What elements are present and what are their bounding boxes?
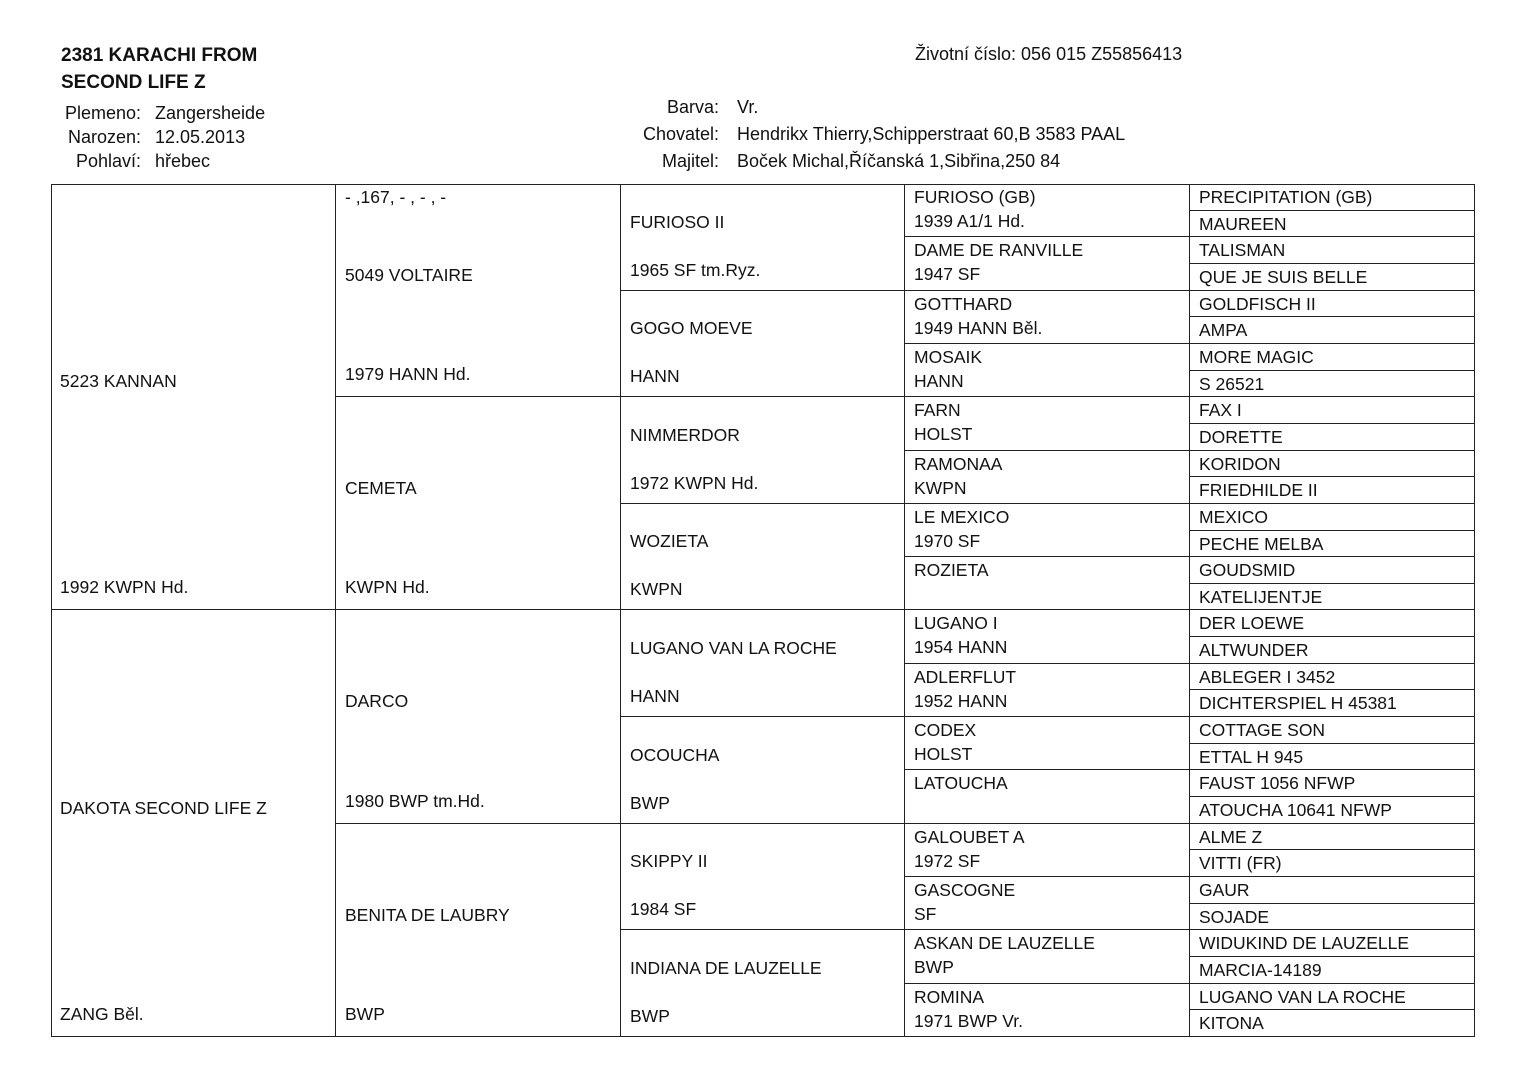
owner-label: Majitel: bbox=[661, 151, 719, 171]
birth-date-value: 12.05.2013 bbox=[155, 127, 246, 147]
birth-date-label: Narozen: bbox=[67, 127, 141, 147]
generation-4-cell bbox=[905, 397, 1190, 451]
ancestor-name: LATOUCHA bbox=[914, 773, 1008, 793]
ancestor-name: GOUDSMID bbox=[1199, 560, 1296, 580]
generation-3-cell bbox=[621, 717, 905, 824]
ancestor-name: DICHTERSPIEL H 45381 bbox=[1199, 693, 1397, 713]
generation-2-cell bbox=[336, 824, 621, 1037]
ancestor-info: HOLST bbox=[914, 744, 973, 764]
generation-4-cell bbox=[905, 344, 1190, 397]
ancestor-info: 1970 SF bbox=[914, 531, 981, 551]
life-number: Životní číslo: 056 015 Z55856413 bbox=[915, 44, 1183, 64]
ancestor-name: CODEX bbox=[914, 720, 977, 740]
generation-5-cell bbox=[1190, 264, 1475, 291]
ancestor-name: DORETTE bbox=[1199, 427, 1283, 447]
ancestor-name: DER LOEWE bbox=[1199, 613, 1305, 633]
horse-title-line1: 2381 KARACHI FROM bbox=[61, 45, 258, 66]
ancestor-name: MARCIA-14189 bbox=[1199, 960, 1322, 980]
color-label: Barva: bbox=[666, 97, 719, 117]
ancestor-name: MOSAIK bbox=[914, 347, 983, 367]
generation-1-cell bbox=[51, 184, 336, 610]
ancestor-name: 5049 VOLTAIRE bbox=[345, 265, 473, 285]
generation-5-cell bbox=[1190, 424, 1475, 451]
generation-5-cell bbox=[1190, 744, 1475, 770]
generation-4-cell bbox=[905, 664, 1190, 717]
ancestor-info: 1984 SF bbox=[630, 899, 697, 919]
ancestor-name: SOJADE bbox=[1199, 907, 1270, 927]
generation-5-cell bbox=[1190, 850, 1475, 877]
breeder-value: Hendrikx Thierry,Schipperstraat 60,B 3583 PAAL bbox=[737, 124, 1126, 144]
ancestor-name: GOLDFISCH II bbox=[1199, 294, 1316, 314]
ancestor-name: KITONA bbox=[1199, 1013, 1264, 1033]
generation-5-cell bbox=[1190, 930, 1475, 957]
ancestor-info: 1947 SF bbox=[914, 264, 981, 284]
generation-4-cell bbox=[905, 504, 1190, 557]
generation-4-cell bbox=[905, 451, 1190, 504]
ancestor-name: WOZIETA bbox=[630, 531, 709, 551]
owner-value: Boček Michal,Říčanská 1,Sibřina,250 84 bbox=[737, 151, 1061, 171]
ancestor-name: MORE MAGIC bbox=[1199, 347, 1314, 367]
generation-5-cell bbox=[1190, 904, 1475, 930]
generation-5-cell bbox=[1190, 957, 1475, 984]
generation-3-cell bbox=[621, 824, 905, 930]
generation-4-cell bbox=[905, 184, 1190, 237]
ancestor-name: FURIOSO (GB) bbox=[914, 187, 1036, 207]
generation-4-cell bbox=[905, 930, 1190, 984]
ancestor-name: SKIPPY II bbox=[630, 851, 708, 871]
generation-4-cell bbox=[905, 717, 1190, 770]
generation-5-cell bbox=[1190, 184, 1475, 211]
ancestor-name: LE MEXICO bbox=[914, 507, 1010, 527]
horse-title-line2: SECOND LIFE Z bbox=[61, 72, 206, 93]
ancestor-info: 1992 KWPN Hd. bbox=[60, 577, 189, 597]
ancestor-name: CEMETA bbox=[345, 478, 417, 498]
ancestor-name: BENITA DE LAUBRY bbox=[345, 905, 510, 925]
ancestor-name: OCOUCHA bbox=[630, 745, 720, 765]
ancestor-name: ABLEGER I 3452 bbox=[1199, 667, 1336, 687]
generation-4-cell bbox=[905, 984, 1190, 1037]
ancestor-name: TALISMAN bbox=[1199, 240, 1286, 260]
ancestor-codes: - ,167, - , - , - bbox=[345, 187, 447, 207]
ancestor-name: FAX I bbox=[1199, 400, 1242, 420]
color-value: Vr. bbox=[737, 97, 759, 117]
ancestor-name: GAUR bbox=[1199, 880, 1250, 900]
ancestor-name: GOGO MOEVE bbox=[630, 318, 753, 338]
generation-5-cell bbox=[1190, 237, 1475, 264]
generation-5-cell bbox=[1190, 877, 1475, 904]
breed-label: Plemeno: bbox=[64, 103, 141, 123]
ancestor-info: 1952 HANN bbox=[914, 691, 1008, 711]
ancestor-info: SF bbox=[914, 904, 937, 924]
ancestor-name: LUGANO VAN LA ROCHE bbox=[1199, 987, 1406, 1007]
generation-2-cell bbox=[336, 397, 621, 610]
generation-2-cell bbox=[336, 184, 621, 397]
ancestor-name: ALME Z bbox=[1199, 827, 1263, 847]
ancestor-name: MAUREEN bbox=[1199, 214, 1287, 234]
ancestor-info: BWP bbox=[630, 1006, 670, 1026]
ancestor-name: MEXICO bbox=[1199, 507, 1269, 527]
generation-5-cell bbox=[1190, 1010, 1475, 1037]
ancestor-info: KWPN Hd. bbox=[345, 577, 430, 597]
generation-5-cell bbox=[1190, 690, 1475, 717]
ancestor-info: ZANG Běl. bbox=[60, 1004, 144, 1024]
ancestor-name: LUGANO VAN LA ROCHE bbox=[630, 638, 837, 658]
generation-2-cell bbox=[336, 610, 621, 824]
ancestor-name: GOTTHARD bbox=[914, 294, 1013, 314]
ancestor-info: BWP bbox=[345, 1004, 385, 1024]
ancestor-info: 1979 HANN Hd. bbox=[345, 364, 471, 384]
ancestor-name: ADLERFLUT bbox=[914, 667, 1017, 687]
ancestor-name: FURIOSO II bbox=[630, 212, 725, 232]
generation-5-cell bbox=[1190, 477, 1475, 504]
ancestor-name: S 26521 bbox=[1199, 374, 1265, 394]
generation-5-cell bbox=[1190, 610, 1475, 637]
generation-5-cell bbox=[1190, 557, 1475, 584]
ancestor-info: HANN bbox=[630, 686, 680, 706]
generation-4-cell bbox=[905, 610, 1190, 664]
ancestor-info: 1971 BWP Vr. bbox=[914, 1011, 1023, 1031]
ancestor-name: LUGANO I bbox=[914, 613, 998, 633]
generation-1-cell bbox=[51, 610, 336, 1037]
generation-5-cell bbox=[1190, 531, 1475, 557]
generation-3-cell bbox=[621, 397, 905, 504]
ancestor-name: DARCO bbox=[345, 691, 409, 711]
ancestor-name: GALOUBET A bbox=[914, 827, 1025, 847]
ancestor-info: 1965 SF tm.Ryz. bbox=[630, 260, 761, 280]
ancestor-name: ETTAL H 945 bbox=[1199, 747, 1304, 767]
ancestor-name: RAMONAA bbox=[914, 454, 1003, 474]
ancestor-name: 5223 KANNAN bbox=[60, 371, 177, 391]
ancestor-name: DAME DE RANVILLE bbox=[914, 240, 1084, 260]
generation-3-cell bbox=[621, 610, 905, 717]
ancestor-name: PECHE MELBA bbox=[1199, 534, 1324, 554]
generation-3-cell bbox=[621, 291, 905, 397]
ancestor-info: BWP bbox=[630, 793, 670, 813]
generation-5-cell bbox=[1190, 770, 1475, 797]
generation-5-cell bbox=[1190, 371, 1475, 397]
ancestor-name: QUE JE SUIS BELLE bbox=[1199, 267, 1368, 287]
breeder-label: Chovatel: bbox=[642, 124, 719, 144]
breed-value: Zangersheide bbox=[155, 103, 266, 123]
ancestor-name: NIMMERDOR bbox=[630, 425, 740, 445]
ancestor-name: DAKOTA SECOND LIFE Z bbox=[60, 798, 267, 818]
ancestor-info: KWPN bbox=[914, 478, 967, 498]
generation-5-cell bbox=[1190, 797, 1475, 824]
ancestor-name: AMPA bbox=[1199, 320, 1248, 340]
ancestor-name: FARN bbox=[914, 400, 961, 420]
ancestor-name: ATOUCHA 10641 NFWP bbox=[1199, 800, 1392, 820]
generation-5-cell bbox=[1190, 344, 1475, 371]
generation-5-cell bbox=[1190, 584, 1475, 610]
sex-value: hřebec bbox=[155, 151, 211, 171]
ancestor-info: KWPN bbox=[630, 579, 683, 599]
generation-4-cell bbox=[905, 770, 1190, 824]
ancestor-name: FAUST 1056 NFWP bbox=[1199, 773, 1356, 793]
ancestor-name: PRECIPITATION (GB) bbox=[1199, 187, 1373, 207]
ancestor-info: 1939 A1/1 Hd. bbox=[914, 211, 1025, 231]
pedigree-table bbox=[51, 184, 1475, 1037]
ancestor-info: 1972 KWPN Hd. bbox=[630, 473, 759, 493]
ancestor-name: KATELIJENTJE bbox=[1199, 587, 1323, 607]
generation-5-cell bbox=[1190, 984, 1475, 1010]
ancestor-info: BWP bbox=[914, 957, 954, 977]
sex-label: Pohlaví: bbox=[75, 151, 141, 171]
ancestor-name: KORIDON bbox=[1199, 454, 1281, 474]
generation-3-cell bbox=[621, 184, 905, 291]
generation-5-cell bbox=[1190, 824, 1475, 850]
ancestor-name: VITTI (FR) bbox=[1199, 853, 1282, 873]
ancestor-info: 1972 SF bbox=[914, 851, 981, 871]
generation-5-cell bbox=[1190, 717, 1475, 744]
ancestor-name: GASCOGNE bbox=[914, 880, 1016, 900]
ancestor-info: 1949 HANN Běl. bbox=[914, 318, 1043, 338]
ancestor-name: ALTWUNDER bbox=[1199, 640, 1309, 660]
generation-5-cell bbox=[1190, 664, 1475, 690]
generation-4-cell bbox=[905, 557, 1190, 610]
generation-5-cell bbox=[1190, 637, 1475, 664]
generation-5-cell bbox=[1190, 504, 1475, 531]
generation-4-cell bbox=[905, 824, 1190, 877]
generation-5-cell bbox=[1190, 211, 1475, 237]
generation-4-cell bbox=[905, 877, 1190, 930]
ancestor-name: ROZIETA bbox=[914, 560, 989, 580]
ancestor-name: WIDUKIND DE LAUZELLE bbox=[1199, 933, 1410, 953]
generation-4-cell bbox=[905, 237, 1190, 291]
generation-5-cell bbox=[1190, 397, 1475, 424]
generation-4-cell bbox=[905, 291, 1190, 344]
ancestor-name: FRIEDHILDE II bbox=[1199, 480, 1318, 500]
ancestor-name: ASKAN DE LAUZELLE bbox=[914, 933, 1095, 953]
generation-3-cell bbox=[621, 504, 905, 610]
generation-5-cell bbox=[1190, 291, 1475, 317]
generation-5-cell bbox=[1190, 317, 1475, 344]
ancestor-info: 1954 HANN bbox=[914, 637, 1008, 657]
generation-3-cell bbox=[621, 930, 905, 1037]
ancestor-info: HANN bbox=[630, 366, 680, 386]
ancestor-name: ROMINA bbox=[914, 987, 984, 1007]
ancestor-info: 1980 BWP tm.Hd. bbox=[345, 791, 485, 811]
ancestor-name: COTTAGE SON bbox=[1199, 720, 1326, 740]
ancestor-info: HOLST bbox=[914, 424, 973, 444]
ancestor-info: HANN bbox=[914, 371, 964, 391]
generation-5-cell bbox=[1190, 451, 1475, 477]
ancestor-name: INDIANA DE LAUZELLE bbox=[630, 958, 822, 978]
